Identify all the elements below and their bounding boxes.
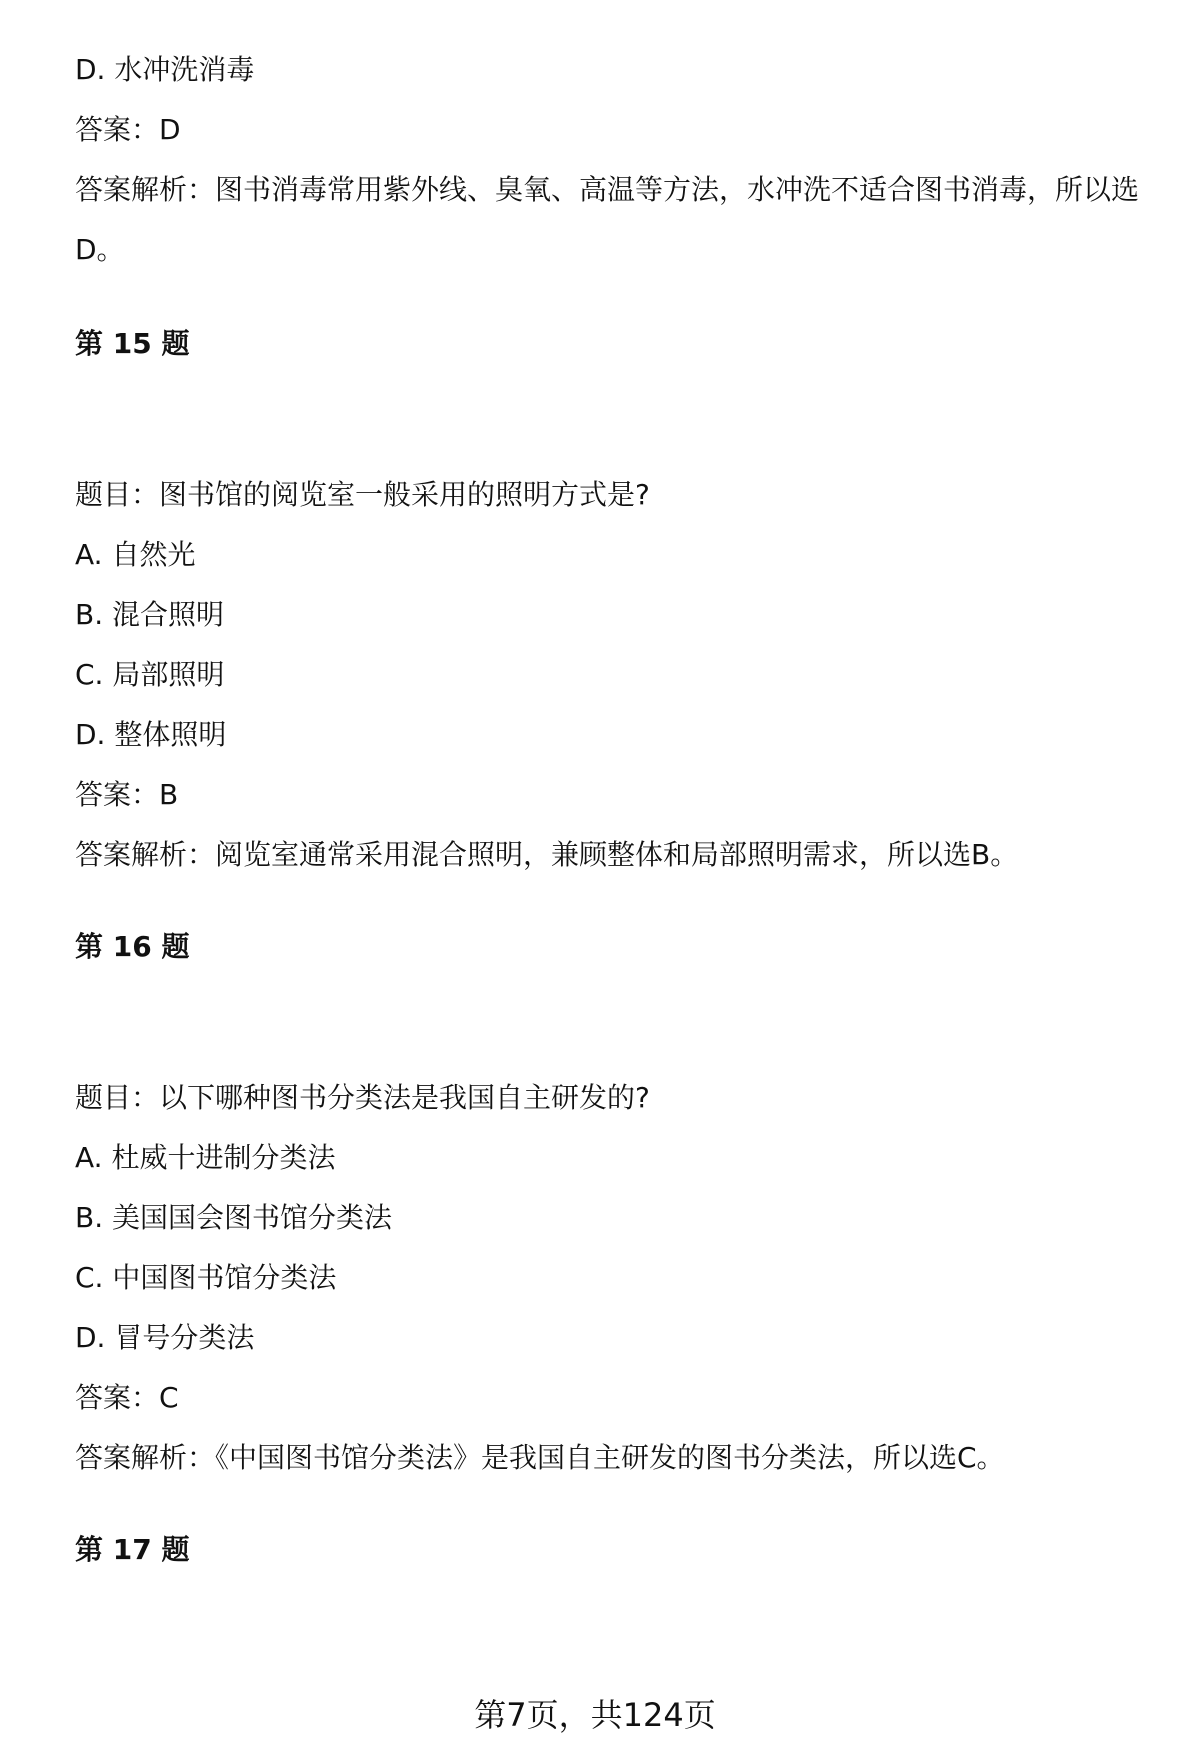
q15-heading: 第 15 题	[75, 327, 190, 360]
q16-option-b: B. 美国国会图书馆分类法	[75, 1201, 393, 1234]
q16-option-a: A. 杜威十进制分类法	[75, 1141, 336, 1174]
q15-option-b: B. 混合照明	[75, 598, 225, 631]
q14-option-d: D. 水冲洗消毒	[75, 53, 255, 86]
q15-option-a: A. 自然光	[75, 538, 196, 571]
q16-explanation: 答案解析：《中国图书馆分类法》是我国自主研发的图书分类法，所以选C。	[75, 1441, 1005, 1474]
q14-answer: 答案：D	[75, 113, 181, 146]
page-footer: 第7页，共124页	[474, 1696, 716, 1734]
q14-explanation: 答案解析：图书消毒常用紫外线、臭氧、高温等方法，水冲洗不适合图书消毒，所以选D。	[75, 173, 1140, 266]
q15-answer: 答案：B	[75, 778, 179, 811]
q16-heading: 第 16 题	[75, 930, 190, 963]
q16-option-c: C. 中国图书馆分类法	[75, 1261, 337, 1294]
q15-explanation: 答案解析：阅览室通常采用混合照明，兼顾整体和局部照明需求，所以选B。	[75, 838, 1019, 871]
q15-option-d: D. 整体照明	[75, 718, 227, 751]
q15-question: 题目：图书馆的阅览室一般采用的照明方式是?	[75, 478, 650, 511]
q16-question: 题目：以下哪种图书分类法是我国自主研发的?	[75, 1081, 650, 1114]
q16-option-d: D. 冒号分类法	[75, 1321, 255, 1354]
q15-option-c: C. 局部照明	[75, 658, 225, 691]
q16-answer: 答案：C	[75, 1381, 179, 1414]
q17-heading: 第 17 题	[75, 1533, 190, 1566]
